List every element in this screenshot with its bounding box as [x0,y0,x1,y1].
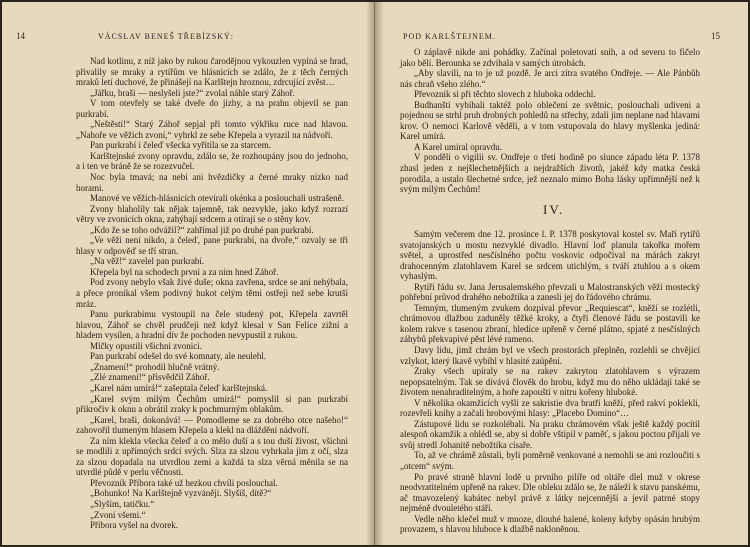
paragraph: Zvony hlaholily tak nějak tajemně, tak nezvykle, jako když rozrazí větry ve zvonicích okna, zahýbají srdcem a otírají se o stěny kov. [76,203,348,225]
chapter-heading: IV. [543,202,565,217]
paragraph: „Znamení!“ prohodil hlučně vrátný. [90,361,220,372]
paragraph: A Karel umíral opravdu. [414,141,502,152]
paragraph: Samým večerem dne 12. prosince l. P. 1378 poskytoval kostel sv. Maří rytířů svatojanských u mostu nezvyklé divadlo. Hlavní loď planula takořka mořem světel, a uprostřed nesčíslného počtu voskovic odpočíval na márách zakryt drahocenným zlatohlavem Karel se srdcem utichlým, s tváří ztuhlou a s okem vyhaslým. [400,229,700,282]
paragraph: Karlštejnské zvony opravdu, zdálo se, že rozhoupány jsou do jednoho, a i ten ve bráně že se rozezvučel. [76,150,348,172]
paragraph: O záplavě nikde ani pohádky. Začínal poletovati snih, a od severu to fičelo jako bělí. Berounka se zdvihala v samých útrobách. [400,47,700,68]
paragraph: Pan purkrabí i čeleď všecka vyřítila se za starcem. [90,140,271,151]
paragraph: Temným, tlumeným zvukem dozpíval převor „Requiescat“, kněží se rozlétli, chrámovou dlažbou zaduněly těžké kroky, a čtyři členové řádu se postavili ke kolem rakve s tasenou zbraní, hledíce upřeně v černé plátno, spjaté z nesčíslných záhybů překvapivé pěst lévé rameno. [400,302,700,345]
paragraph: Noc byla tmavá; na nebi ani hvězdičky a černé mraky nízko nad horami. [76,172,348,193]
paragraph: „Kdo že se toho odvážil?“ zahřímal již po druhé pan purkrabí. [90,224,314,235]
paragraph: Zraky všech upíraly se na rakev zakrytou zlatohlavem s výrazem nepopsatelným. Tak se dívává člověk do hrobu, když mu do něho ukládají také se životem nenahraditelným, a hoře zapouští v nitru kořeny hluboké. [400,366,700,398]
paragraph: „Aby slavili, na to je už pozdě. Je arci zítra svatého Ondřeje. — Ale Pánbůh nás chraň všeho zlého.“ [400,68,700,89]
paragraph: Panu purkrabímu vystoupil na čele studený pot, Křepela zavrtěl hlavou, Záhoř se chvěl prudčeji než když klesal v San Felice zižní a hladem vysílen, a hradní dív že pochoden nevypustil z rukou. [76,309,348,341]
left-page-number: 14 [16,31,25,41]
paragraph: Po pravé straně hlavní lodě u prvního pilíře od oltáře dlel muž v okrese neodvratitelném upřeně na rakev. Dle obleku zdálo se, že náleží k stavu panskému, ač tmavozelený kabátec nebyl právě z látky nejcennější a jevil patrné stopy nejméně dvouletého stáří. [400,471,700,514]
right-page-number: 15 [711,31,720,41]
paragraph: Převozník Příbora také už hezkou chvíli poslouchal. [90,477,278,488]
paragraph: Pan purkrabí odešel do své komnaty, ale neulehl. [90,351,267,362]
left-text-block [76,56,348,531]
paragraph: „Karel svým milým Čechům umírá!“ pomyslil si pan purkrabí přikročiv k oknu a obrátil zraky k pochmurným oblakům. [76,393,348,415]
paragraph: To, až ve chrámě zůstali, byli poměrně venkované a nemohli se ani rozloučiti s „otcem“ svým. [400,450,700,472]
paragraph: Rytíři řádu sv. Jana Jerusalemského převzali u Malostranských věží mostecký pohřební průvod drahého nebožtíka a zanesli jej do řádového chrámu. [400,281,700,303]
paragraph: Nad kotlinu, z níž jako by rukou čarodějnou vykouzlen vypíná se hrad, přivalily se mraky a rytířům ve hlásnicích se zdálo, že z těch černých mraků letí duchové, že přinášejí na Karlštejn hroznou, zdrcující zvěst… [76,56,348,88]
paragraph: „Zvoní všemi.“ [90,509,146,520]
right-page [375,2,748,545]
paragraph: „Karel nám umírá!“ zašeptala čeleď karlštejnská. [90,382,268,393]
paragraph: Davy lidu, jimž chrám byl ve všech prostorách přeplněn, rozlehli se chvějící vzlykot, který lkavě vybíhl v hlasité zaúpění. [400,345,700,366]
paragraph: „Ve věži není nikdo, a čeleď, pane purkrabí, na dvoře,“ ozvaly se tři hlasy v odpověď se tří stran. [76,235,348,256]
paragraph: Převozník si při těchto slovech z hluboka oddechl. [414,89,596,100]
paragraph: V pondělí o vigilii sv. Ondřeje o třetí hodině po slunce západu léta P. 1378 zhasl jeden z nejšlechetnějších a nejdražších životů, jakéž kdy matka česká porodila, a ustalo šlechetné srdce, jež neznalo mimo Boha lásky upřímnější než k svým milým Čechům! [400,152,700,195]
paragraph: „Bohunko! Na Karlštejně vyzváněji. Slyšíš, dítě?“ [90,488,272,499]
right-top-text-block [400,47,700,195]
paragraph: „Neštěstí!“ Starý Záhoř sepjal při tomto výkřiku ruce nad hlavou. „Nahoře ve věžích zvoní,“ vyhrkl ze sebe Křepela a vyrazil na nádvoří. [76,119,348,140]
paragraph: „Slyším, tatičku.“ [90,498,155,509]
paragraph: Mlčky opustili všichni zvonici. [90,340,202,351]
paragraph: V několika okamžicích vyšli ze sakristie dva bratři kněží, před rakví poklekli, rozevřeli knihy a začali hrobovými hlasy: „Placebo Domino“… [400,397,700,419]
paragraph: „Jářku, braši — neslyšeli jste?“ zvolal náhle starý Záhoř. [90,87,295,98]
paragraph: Příbora vyšel na dvorek. [90,520,178,531]
left-page [2,2,375,545]
paragraph: V tom otevřely se také dveře do jizby, a na prahu objevil se pan purkrabí. [76,98,348,119]
left-running-head: VÁCSLAV BENEŠ TŘEBÍZSKÝ: [98,32,235,41]
paragraph: Zástupové lidu se rozkolébali. Na praku chrámovém však ještě každý pocítil alespoň okamžik a ohlédl se, aby si dobře vštípil v paměť, s jakou poctou přijali ve svůj stredl Johanitě nebožtíka císaře. [400,418,700,450]
paragraph: Vedle něho klečel muž v mnoze, dlouhé halené, koleny kdyby opásán hrubým provazem, s hlavou hluboce k dlažbě nakloněnou. [400,513,700,535]
book-spread [2,2,748,545]
right-bottom-text-block [400,229,700,535]
paragraph: „Karel, braši, dokonává! — Pomodleme se za dobrého otce našeho!“ zahovořil tlumeným hlasem Křepela a klekl na dláždění nádvoří. [76,414,348,436]
paragraph: „Na věž!“ zavelel pan purkrabí. [90,256,205,267]
right-running-head: POD KARLŠTEJNEM. [403,32,496,41]
paragraph: Budhanští vybíhali taktéž polo oblečení ze světnic, poslouchali udiveni a pojednou se strhl pruh drobných pohledů na střechy, zdali jim neplane nad hlavami krov. O nemoci Karlově věděli, a v tom vstupovala do hlavy myšlenka jediná: Karel umírá. [400,99,700,142]
paragraph: Za ním klekla všecka čeleď a co mělo duší a s tou duší živost, všichni se modlili z upřímných srdcí svých. Slza za slzou vyhrkala jim z očí, slza za slzou dopadala na utvrdlou zemi a každá ta slza věrná měnila se na utvrdlé půdě v perlu věčnosti. [76,435,348,478]
book-gutter [366,2,384,545]
paragraph: Manové ve věžích-hlásnicích otevírali okénka a poslouchali ustrašeně. [90,193,344,204]
paragraph: Pod zvony nebylo však živé duše; okna zavřena, srdce se ani nehýbala, a přece pronikal všem podivný hukot celým těmi ostřeji než sebe krutší mráz. [76,277,348,309]
paragraph: „Zlé znamení!“ přisvědčil Záhoř. [90,372,210,383]
paragraph: Křepela byl na schodech první a za ním hned Záhoř. [90,266,279,277]
